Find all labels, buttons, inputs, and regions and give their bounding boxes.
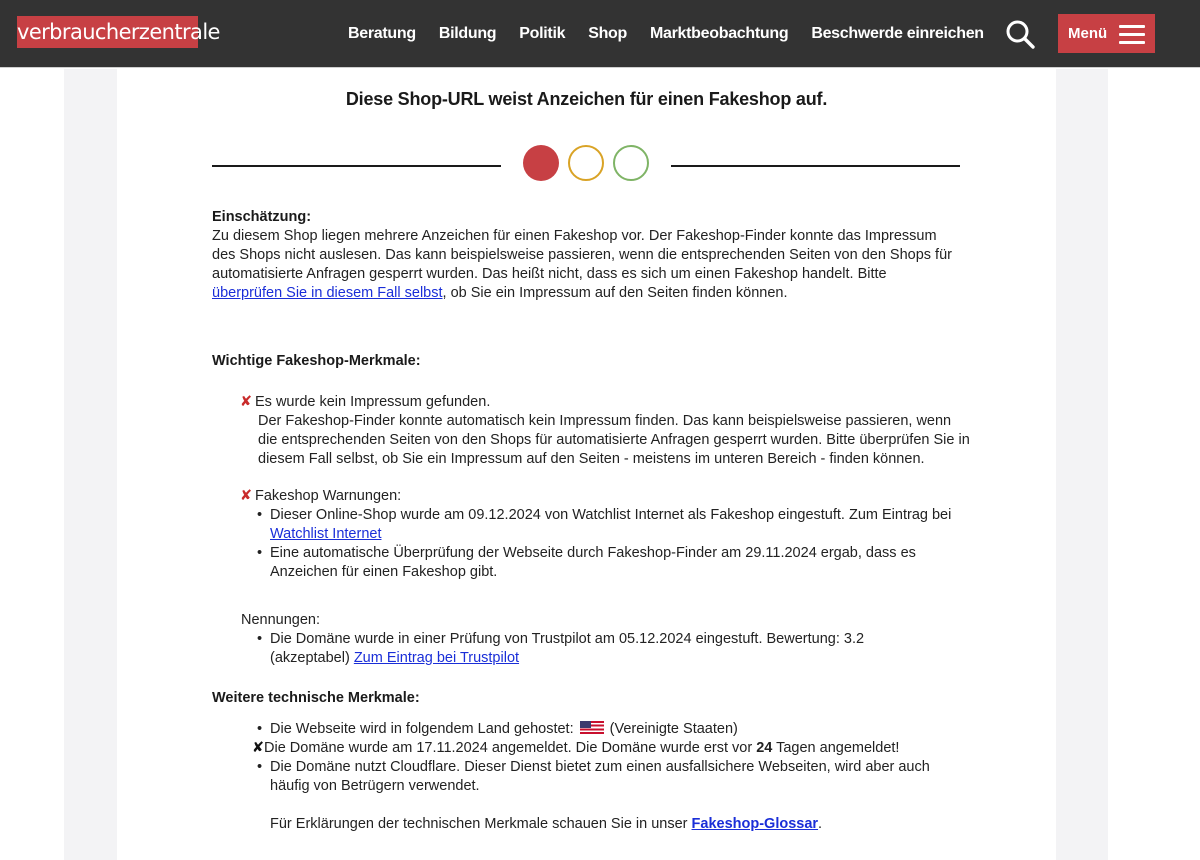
technical-features-list <box>257 720 957 739</box>
fakeshop-warnings <box>240 487 970 506</box>
warning-item-watchlist <box>257 506 967 544</box>
warning-text: Dieser Online-Shop wurde am 09.12.2024 von Watchlist Internet als Fakeshop eingestuft. Zum Eintrag bei <box>270 507 952 523</box>
mentions-title: Nennungen: <box>241 612 321 628</box>
top-navigation-bar <box>0 0 1200 68</box>
watchlist-internet-link[interactable]: Watchlist Internet <box>270 526 382 542</box>
fakeshop-glossar-link[interactable]: Fakeshop-Glossar <box>691 816 819 832</box>
impressum-description: Der Fakeshop-Finder konnte automatisch kein Impressum finden. Das kann beispielsweise passieren, wenn die entsprechenden Seiten von den Shops für automatisierte Anfragen gesperrt wurden. Bitte überprüfen Sie in diesem Fall selbst, ob Sie ein Impressum auf den Seiten - meistens im unteren Bereich - finden können. <box>258 413 970 467</box>
hamburger-icon <box>1119 24 1145 44</box>
assessment-text-part: , ob Sie ein Impressum auf den Seiten finden können. <box>442 285 788 301</box>
trustpilot-link[interactable]: Zum Eintrag bei Trustpilot <box>353 650 520 666</box>
traffic-light-yellow-icon <box>568 145 604 181</box>
nav-item-beratung[interactable]: Beratung <box>348 25 416 42</box>
technical-features-heading: Weitere technische Merkmale: <box>212 690 420 706</box>
left-side-panel <box>64 69 117 860</box>
traffic-light-green-icon <box>613 145 649 181</box>
menu-button[interactable] <box>1058 14 1155 53</box>
domain-age-text: Die Domäne wurde am 17.11.2024 angemeldet. Die Domäne wurde erst vor <box>264 740 757 756</box>
warnings-title: Fakeshop Warnungen: <box>255 488 402 504</box>
red-cross-icon: ✘ <box>240 488 253 504</box>
main-navigation <box>348 0 1007 68</box>
us-flag-icon <box>580 721 604 734</box>
domain-age-days: 24 <box>756 740 773 756</box>
assessment-heading: Einschätzung: <box>212 209 312 225</box>
hosting-country-item <box>257 720 957 739</box>
glossary-note <box>270 815 970 834</box>
search-button[interactable] <box>1004 18 1038 52</box>
glossary-text-end: . <box>818 816 823 832</box>
important-features-heading: Wichtige Fakeshop-Merkmale: <box>212 353 421 369</box>
assessment-section <box>212 208 962 303</box>
assessment-text <box>212 227 952 303</box>
impressum-title: Es wurde kein Impressum gefunden. <box>255 394 491 410</box>
warning-item-fakeshop-finder: • Eine automatische Überprüfung der Webseite durch Fakeshop-Finder am 29.11.2024 ergab, dass es Anzeichen für einen Fakeshop gibt. <box>257 544 967 582</box>
mentions-list <box>257 630 917 668</box>
glossary-text: Für Erklärungen der technischen Merkmale schauen Sie in unser <box>270 816 692 832</box>
red-cross-icon: ✘ <box>240 394 253 410</box>
mention-text: Die Domäne wurde in einer Prüfung von Trustpilot am 05.12.2024 eingestuft. Bewertung: 3.2 (akzeptabel) <box>270 631 865 666</box>
mention-item-trustpilot <box>257 630 917 668</box>
right-side-panel <box>1056 69 1108 860</box>
hosting-country: (Vereinigte Staaten) <box>609 721 738 737</box>
nav-item-beschwerde-einreichen[interactable]: Beschwerde einreichen <box>811 25 984 42</box>
impressum-feature <box>240 393 970 469</box>
check-yourself-link[interactable]: überprüfen Sie in diesem Fall selbst <box>212 285 443 301</box>
divider-line-right <box>671 165 960 167</box>
fakeshop-result-content <box>117 69 1056 860</box>
search-icon <box>1004 18 1038 52</box>
nav-item-politik[interactable]: Politik <box>519 25 566 42</box>
hosting-text: Die Webseite wird in folgendem Land gehostet: <box>270 721 578 737</box>
traffic-light-red-active-icon <box>523 145 559 181</box>
cloudflare-item: • Die Domäne nutzt Cloudflare. Dieser Dienst bietet zum einen ausfallsichere Webseiten, wird aber auch häufig von Betrügern verwendet. <box>257 758 947 796</box>
nav-item-shop[interactable]: Shop <box>588 25 627 42</box>
traffic-light-indicator <box>212 145 960 181</box>
domain-age-item <box>252 739 972 758</box>
logo-link[interactable]: verbraucherzentrale <box>17 16 198 48</box>
divider-line-left <box>212 165 501 167</box>
technical-features-list-continued <box>257 758 947 796</box>
assessment-text-part: Zu diesem Shop liegen mehrere Anzeichen für einen Fakeshop vor. Der Fakeshop-Finder konnte das Impressum des Shops nicht auslesen. Das kann beispielsweise passieren, wenn die entsprechenden Seiten von den Shops für automatisierte Anfragen gesperrt wurden. Das heißt nicht, dass es sich um einen Fakeshop handelt. Bitte <box>212 228 952 282</box>
black-cross-icon: ✘ <box>252 740 265 756</box>
warnings-list <box>257 506 967 582</box>
domain-age-text: Tagen angemeldet! <box>772 740 900 756</box>
nav-item-marktbeobachtung[interactable]: Marktbeobachtung <box>650 25 789 42</box>
nav-item-bildung[interactable]: Bildung <box>438 25 497 42</box>
menu-label: Menü <box>1068 25 1108 42</box>
result-title: Diese Shop-URL weist Anzeichen für einen Fakeshop auf. <box>345 89 828 109</box>
